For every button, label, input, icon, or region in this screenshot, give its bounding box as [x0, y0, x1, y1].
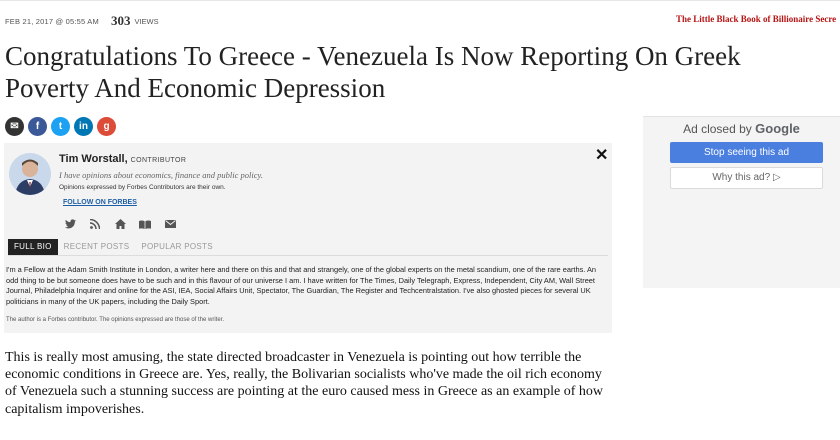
ad-closed-label: [643, 121, 840, 136]
close-icon[interactable]: ✕: [595, 147, 609, 164]
author-avatar[interactable]: [9, 153, 51, 195]
linkedin-share-icon[interactable]: in: [74, 117, 93, 136]
ad-closed-text: Ad closed by: [683, 122, 752, 136]
author-name[interactable]: [59, 153, 186, 165]
facebook-share-icon[interactable]: f: [28, 117, 47, 136]
author-tabs: [8, 239, 219, 255]
share-bar: [5, 117, 120, 136]
promo-link[interactable]: The Little Black Book of Billionaire Secre: [676, 14, 837, 24]
publish-date: FEB 21, 2017 @ 05:55 AM: [5, 16, 99, 26]
ad-closed-panel: [643, 116, 840, 288]
views-label: VIEWS: [134, 16, 159, 26]
follow-on-forbes-link[interactable]: FOLLOW ON FORBES: [63, 199, 137, 206]
article-body: This is really most amusing, the state directed broadcaster in Venezuela is pointing out how terrible the economic conditions in Greece are. Yes, really, the Bolivarian socialists who've made the oil rich economy of Venezuela such a stunning success are pointing at the euro caused mess in Greece as an example of how capitalism impoverishes.: [5, 350, 604, 417]
email-icon[interactable]: [164, 218, 176, 230]
author-card: [4, 143, 612, 333]
tabs-divider: [8, 255, 608, 256]
book-icon[interactable]: [139, 218, 151, 230]
contributor-note: Opinions expressed by Forbes Contributors are their own.: [59, 184, 226, 191]
author-social-links: [64, 218, 189, 230]
author-tagline: I have opinions about economics, finance and public policy.: [59, 170, 263, 180]
twitter-icon[interactable]: [64, 218, 76, 230]
author-name-text[interactable]: Tim Worstall,: [59, 153, 128, 165]
tab-full-bio[interactable]: FULL BIO: [8, 239, 58, 255]
author-role: CONTRIBUTOR: [130, 157, 187, 164]
top-divider: [0, 0, 840, 4]
author-disclaimer: The author is a Forbes contributor. The opinions expressed are those of the writer.: [6, 317, 225, 323]
stop-seeing-ad-button[interactable]: Stop seeing this ad: [670, 142, 823, 163]
article-meta: [5, 14, 159, 28]
email-share-icon[interactable]: ✉: [5, 117, 24, 136]
tab-recent-posts[interactable]: RECENT POSTS: [63, 242, 130, 251]
tab-popular-posts[interactable]: POPULAR POSTS: [141, 242, 213, 251]
article-headline: Congratulations To Greece - Venezuela Is Now Reporting On Greek Poverty And Economic Depression: [5, 41, 741, 103]
why-this-ad-button[interactable]: Why this ad? ▷: [670, 167, 823, 189]
google-plus-share-icon[interactable]: g: [97, 117, 116, 136]
home-icon[interactable]: [114, 218, 126, 230]
rss-icon[interactable]: [89, 218, 101, 230]
views-count: 303: [110, 13, 131, 28]
twitter-share-icon[interactable]: t: [51, 117, 70, 136]
author-bio: I'm a Fellow at the Adam Smith Institute in London, a writer here and there on this and that and strangely, one of the global experts on the metal scandium, one of the rare earths. An odd thing to be but someone does have to be such and in this flavour of our universe I am. I have written for The Times, Daily Telegraph, Express, Independent, City AM, Wall Street Journal, Philadelphia Inquirer and online for the ASI, IEA, Social Affairs Unit, Spectator, The Guardian, The Register and Techcentralstation. I've also ghosted pieces for several UK politicians in many of the UK papers, including the Daily Sport.: [6, 265, 596, 306]
google-logo: Google: [755, 121, 800, 136]
